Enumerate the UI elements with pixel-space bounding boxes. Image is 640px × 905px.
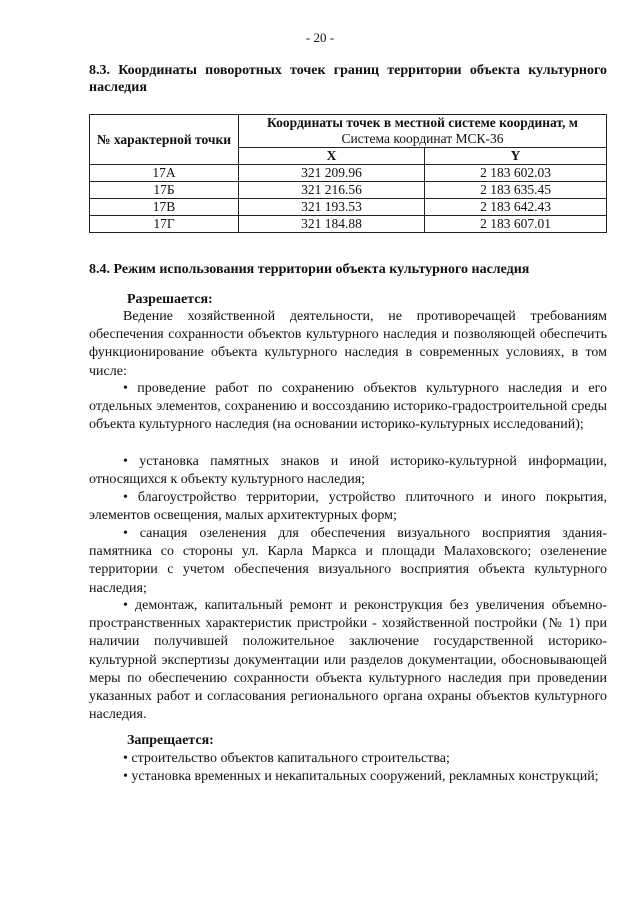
section-8-3-title: 8.3. Координаты поворотных точек границ территории объекта культурного наследия <box>89 63 607 95</box>
section-8-4-title: 8.4. Режим использования территории объекта культурного наследия <box>89 262 530 277</box>
y-cell: 2 183 602.03 <box>425 165 607 182</box>
coordinates-header <box>239 115 607 148</box>
allowed-list-item: • проведение работ по сохранению объектов культурного наследия и его отдельных элементов, сохранению и воссозданию историко-градостроительной среды объекта культурного наследия (на основании историко-культурных исследований); <box>89 381 607 433</box>
point-cell: 17Б <box>90 182 239 199</box>
forbidden-heading: Запрещается: <box>127 733 214 748</box>
y-cell: 2 183 635.45 <box>425 182 607 199</box>
y-header: Y <box>425 148 607 165</box>
y-cell: 2 183 607.01 <box>425 216 607 233</box>
point-number-header: № характерной точки <box>90 115 239 165</box>
coord-system-label: Система координат МСК-36 <box>341 131 504 146</box>
point-cell: 17А <box>90 165 239 182</box>
allowed-list-item: • установка памятных знаков и иной историко-культурной информации, относящихся к объекту культурного наследия; <box>89 454 607 488</box>
coordinates-table <box>89 114 607 233</box>
forbidden-list-item: • строительство объектов капитального строительства; <box>123 751 450 766</box>
table-header-row <box>90 115 607 148</box>
allowed-heading: Разрешается: <box>127 292 213 307</box>
x-cell: 321 216.56 <box>239 182 425 199</box>
allowed-list-item: • благоустройство территории, устройство плиточного и иного покрытия, элементов освещения, малых архитектурных форм; <box>89 490 607 524</box>
allowed-list-item: • санация озеленения для обеспечения визуального восприятия здания-памятника со стороны ул. Карла Маркса и площади Малаховского; озеленение территории с учетом обеспечения визуального восприятия объекта культурного наследия; <box>89 526 607 596</box>
coordinates-header-label: Координаты точек в местной системе координат, м <box>267 115 578 130</box>
table-row <box>90 182 607 199</box>
point-cell: 17В <box>90 199 239 216</box>
allowed-list-item: • демонтаж, капитальный ремонт и реконструкция без увеличения объемно-пространственных характеристик пристройки - хозяйственной постройки (№ 1) при наличии получившей положительное заключение государственной историко-культурной экспертизы документации или разделов документации, обосновывающей меры по обеспечению сохранности объекта культурного наследия при проведении указанных работ и согласования регионального органа охраны объектов культурного наследия. <box>89 598 607 723</box>
point-cell: 17Г <box>90 216 239 233</box>
y-cell: 2 183 642.43 <box>425 199 607 216</box>
allowed-intro-paragraph: Ведение хозяйственной деятельности, не противоречащей требованиям обеспечения сохранности объектов культурного наследия и позволяющей обеспечить функционирование объекта культурного наследия в современных условиях, в том числе: <box>89 309 607 379</box>
x-cell: 321 209.96 <box>239 165 425 182</box>
x-cell: 321 193.53 <box>239 199 425 216</box>
forbidden-list-item: • установка временных и некапитальных сооружений, рекламных конструкций; <box>123 769 599 784</box>
table-row <box>90 216 607 233</box>
page-number: - 20 - <box>305 30 335 45</box>
table-row <box>90 199 607 216</box>
x-header: X <box>239 148 425 165</box>
x-cell: 321 184.88 <box>239 216 425 233</box>
table-row <box>90 165 607 182</box>
